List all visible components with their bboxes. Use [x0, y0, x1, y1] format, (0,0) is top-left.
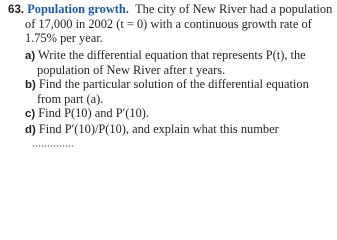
part-label: a): [25, 49, 36, 62]
problem-title: Population growth.: [27, 2, 129, 16]
part-label: c): [25, 108, 36, 121]
cut-off-text-fragment: [32, 145, 74, 147]
part-text: Find the particular solution of the differential equation from part (a).: [37, 77, 309, 107]
part-d: [25, 122, 334, 137]
exercise-63: [8, 2, 334, 137]
part-text: Find P′(10)/P(10), and explain what this number: [38, 121, 279, 136]
part-a: [25, 48, 334, 77]
part-label: b): [25, 79, 36, 92]
part-c: [25, 106, 334, 121]
problem-text: The city of New River had a population of 17,000 in 2002 (t = 0) with a continuous growth rate of 1.75% per year.: [25, 2, 333, 46]
part-text: Find P(10) and P′(10).: [38, 106, 150, 121]
part-label: d): [25, 123, 36, 136]
problem-number: 63.: [8, 3, 25, 16]
problem-statement: [8, 2, 334, 46]
parts-list: [25, 48, 334, 137]
part-b: [25, 77, 334, 106]
part-text: Write the differential equation that represents P(t), the population of New River after t years.: [37, 47, 306, 77]
